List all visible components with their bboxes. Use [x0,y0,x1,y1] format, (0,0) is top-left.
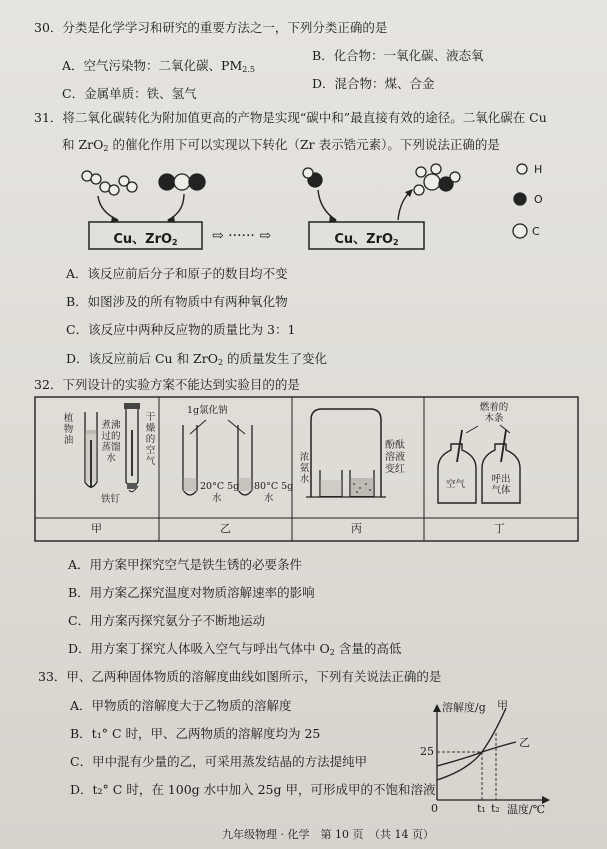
bing-ammonia-label: 浓氨水 [299,452,310,485]
q31-option-d: D．该反应前后 Cu 和 ZrO$_2$ 的质量发生了变化 [66,351,328,367]
q31-option-c: C．该反应中两种反应物的质量比为 3：1 [66,322,296,337]
q30-option-a: A．空气污染物：二氧化碳、$PM_{2.5}$ [62,58,255,74]
process-dots: ⇨ ······ ⇨ [212,228,272,244]
q33-stem: 33．甲、乙两种固体物质的溶解度曲线如图所示，下列有关说法正确的是 [38,669,442,684]
legend-h: H [534,163,543,176]
graph-ytick-25: 25 [420,745,434,758]
q32-option-b: B．用方案乙探究温度对物质溶解速率的影响 [68,585,315,600]
catalyst-label-2: Cu、ZrO$_2$ [334,232,399,247]
q31-stem-line1: 31．将二氧化碳转化为附加值更高的产物是实现“碳中和”最直接有效的途径。二氧化碳在 Cu [34,110,547,125]
q31-option-a: A．该反应前后分子和原子的数目均不变 [66,266,288,281]
jia-water-label: 煮沸过的蒸馏水 [101,420,121,464]
q30-option-b: B．化合物：一氧化碳、液态氧 [312,48,484,63]
ding-air-label: 空气 [446,479,466,490]
yi-water-left: 水 [212,493,222,504]
yi-water-right: 水 [264,493,274,504]
q32-stem: 32．下列设计的实验方案不能达到实验目的的是 [34,377,300,392]
q32-option-c: C．用方案丙探究氨分子不断地运动 [68,613,266,628]
legend-o: O [534,193,543,206]
yi-right-condition: 80°C 5g [254,481,294,492]
catalyst-label-1: Cu、ZrO$_2$ [113,232,178,247]
curve-yi [437,742,516,766]
q33-option-d: D．t₂° C 时，在 100g 水中加入 25g 甲，可形成甲的不饱和溶液 [70,782,436,797]
graph-series-jia: 甲 [497,699,508,712]
yi-salt-label: 1g氯化钠 [187,405,228,416]
q33-option-c: C．甲中混有少量的乙，可采用蒸发结晶的方法提纯甲 [70,754,368,769]
ding-stick-label: 燃着的木条 [479,402,509,424]
q31-option-b: B．如图涉及的所有物质中有两种氧化物 [66,294,288,309]
graph-origin: 0 [431,802,438,815]
graph-xlabel: 温度/℃ [507,803,546,816]
q31-stem-line2: 和 ZrO$_2$ 的催化作用下可以实现以下转化（Zr 表示锆元素）。下列说法正确的是 [62,137,500,153]
q32-option-d: D．用方案丁探究人体吸入空气与呼出气体中 $O_2$ 含量的高低 [68,641,402,657]
bing-phenol-label: 酚酞溶液变红 [385,440,405,475]
q30-option-c: C．金属单质：铁、氢气 [62,86,197,101]
jia-nail-label: 铁钉 [101,494,121,505]
page-footer: 九年级物理 · 化学 第 10 页 （共 14 页） [222,828,434,841]
ding-caption: 丁 [494,522,505,535]
graph-ylabel: 溶解度/g [442,701,486,714]
jia-air-label: 干燥的空气 [145,412,156,467]
graph-t1: t₁ [477,802,486,815]
q30-stem: 30．分类是化学学习和研究的重要方法之一，下列分类正确的是 [34,20,388,35]
graph-t2: t₂ [491,802,500,815]
jia-caption: 甲 [91,522,102,535]
q33-option-a: A．甲物质的溶解度大于乙物质的溶解度 [70,698,292,713]
q33-option-b: B．t₁° C 时，甲、乙两物质的溶解度均为 25 [70,726,321,741]
yi-left-condition: 20°C 5g [200,481,240,492]
jia-oil-label: 植物油 [63,413,74,446]
q32-option-a: A．用方案甲探究空气是铁生锈的必要条件 [68,557,303,572]
q30-option-d: D．混合物：煤、合金 [312,76,435,91]
bing-caption: 丙 [351,522,362,535]
graph-series-yi: 乙 [519,736,530,749]
ding-breath-label: 呼出气体 [491,474,511,496]
legend-c: C [532,225,540,238]
yi-caption: 乙 [220,522,231,535]
